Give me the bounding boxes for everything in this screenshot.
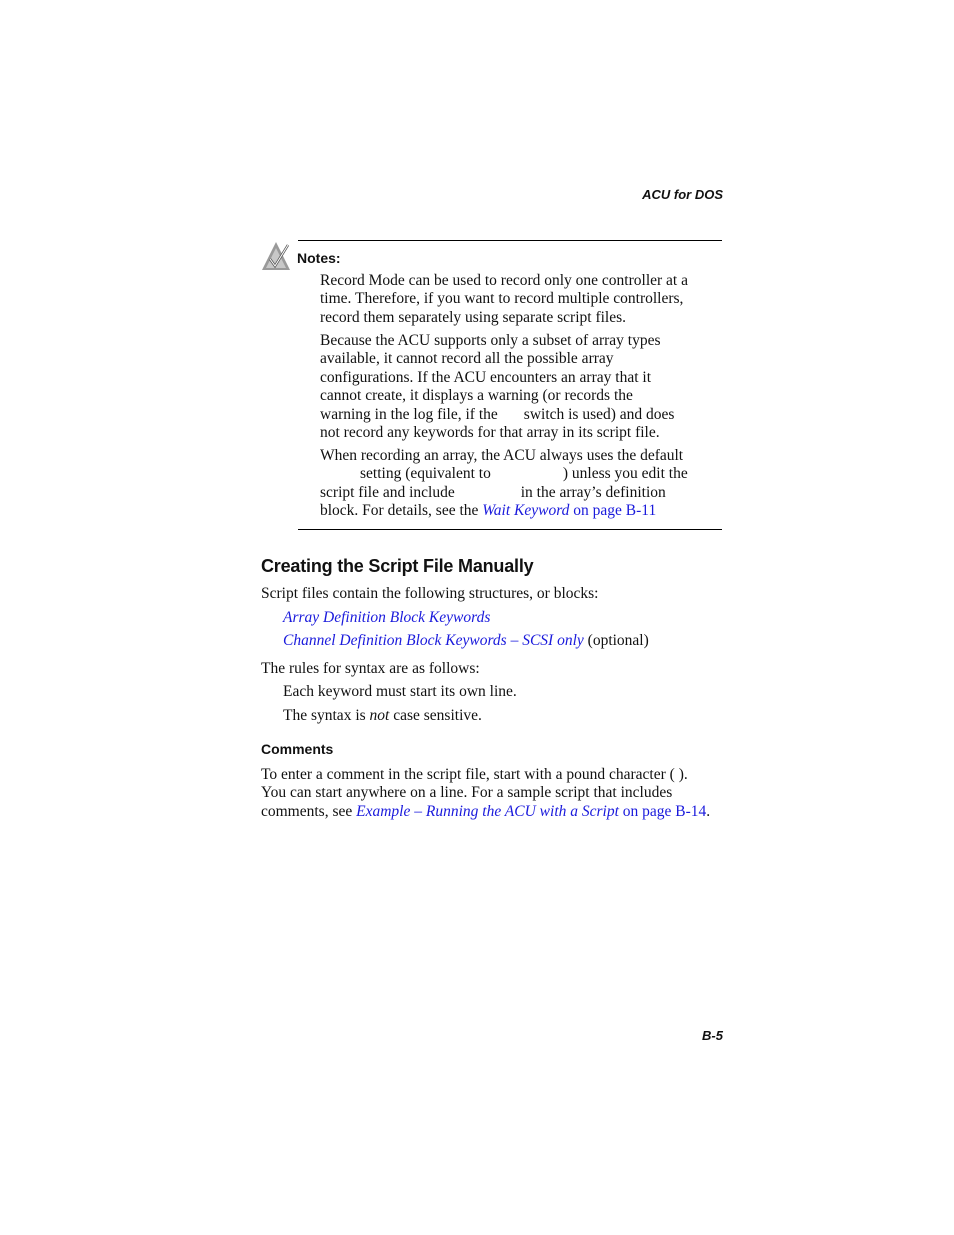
example-script-link[interactable] (356, 803, 706, 820)
text-line: configurations. If the ACU encounters an array that it (320, 368, 651, 386)
text-line (320, 406, 722, 424)
notes-label: Notes: (297, 250, 341, 266)
text-fragment: ) unless you edit the (562, 465, 688, 483)
section-title: Creating the Script File Manually (261, 556, 534, 576)
text-line: record them separately using separate script files. (320, 308, 627, 326)
note-wait-setting (320, 447, 722, 521)
text-fragment: block. For details, see the (320, 502, 479, 520)
link-page-text: on page B-14 (618, 802, 707, 820)
note-record-mode (320, 272, 722, 327)
text-line (320, 484, 722, 502)
rules-intro: The rules for syntax are as follows: (261, 660, 480, 677)
text-line: When recording an array, the ACU always uses the default (320, 447, 684, 464)
note-checkmark-icon (261, 240, 291, 272)
block-item (283, 632, 649, 650)
page-number: B-5 (702, 1028, 723, 1043)
text-line: Because the ACU supports only a subset of array types (320, 332, 661, 349)
emphasis-text: not (369, 707, 390, 724)
text-fragment: script file and include (320, 483, 455, 501)
link-italic-text: Example – Running the ACU with a Script (356, 802, 619, 820)
text-fragment: . (706, 802, 711, 820)
text-line (320, 502, 722, 520)
section-intro: Script files contain the following structures, or blocks: (261, 585, 599, 602)
text-line: cannot create, it displays a warning (or records the (320, 387, 633, 405)
syntax-rule: Each keyword must start its own line. (283, 683, 517, 700)
channel-definition-link[interactable]: Channel Definition Block Keywords – SCSI only (283, 632, 584, 649)
text-fragment: case sensitive. (389, 707, 482, 724)
text-fragment: The syntax is (283, 707, 370, 724)
text-fragment: setting (equivalent to (360, 465, 491, 483)
wait-keyword-link[interactable] (482, 502, 656, 519)
array-definition-link[interactable]: Array Definition Block Keywords (283, 609, 491, 626)
comments-paragraph (261, 766, 723, 821)
link-italic-text: Wait Keyword (482, 502, 570, 520)
text-line (320, 465, 722, 483)
text-fragment: switch is used) and does (523, 405, 675, 423)
syntax-rule (283, 707, 482, 725)
subsection-title: Comments (261, 741, 334, 757)
text-line: available, it cannot record all the possible array (320, 350, 614, 368)
text-fragment: warning in the log file, if the (320, 405, 498, 423)
link-page-text: on page B-11 (569, 502, 657, 520)
notes-bottom-rule (298, 529, 722, 530)
text-line: To enter a comment in the script file, start with a pound character ( ). (261, 766, 688, 783)
text-line: Record Mode can be used to record only one controller at a (320, 272, 688, 289)
text-line: not record any keywords for that array in its script file. (320, 424, 660, 442)
notes-top-rule (298, 240, 722, 241)
text-line: time. Therefore, if you want to record multiple controllers, (320, 290, 684, 308)
text-line (261, 803, 723, 821)
running-header: ACU for DOS (642, 187, 723, 202)
text-fragment: comments, see (261, 802, 357, 820)
note-array-subset (320, 332, 722, 442)
text-line: You can start anywhere on a line. For a sample script that includes (261, 784, 673, 802)
text-fragment: in the array’s definition (520, 483, 666, 501)
block-item (283, 609, 490, 627)
block-suffix: (optional) (583, 632, 649, 649)
